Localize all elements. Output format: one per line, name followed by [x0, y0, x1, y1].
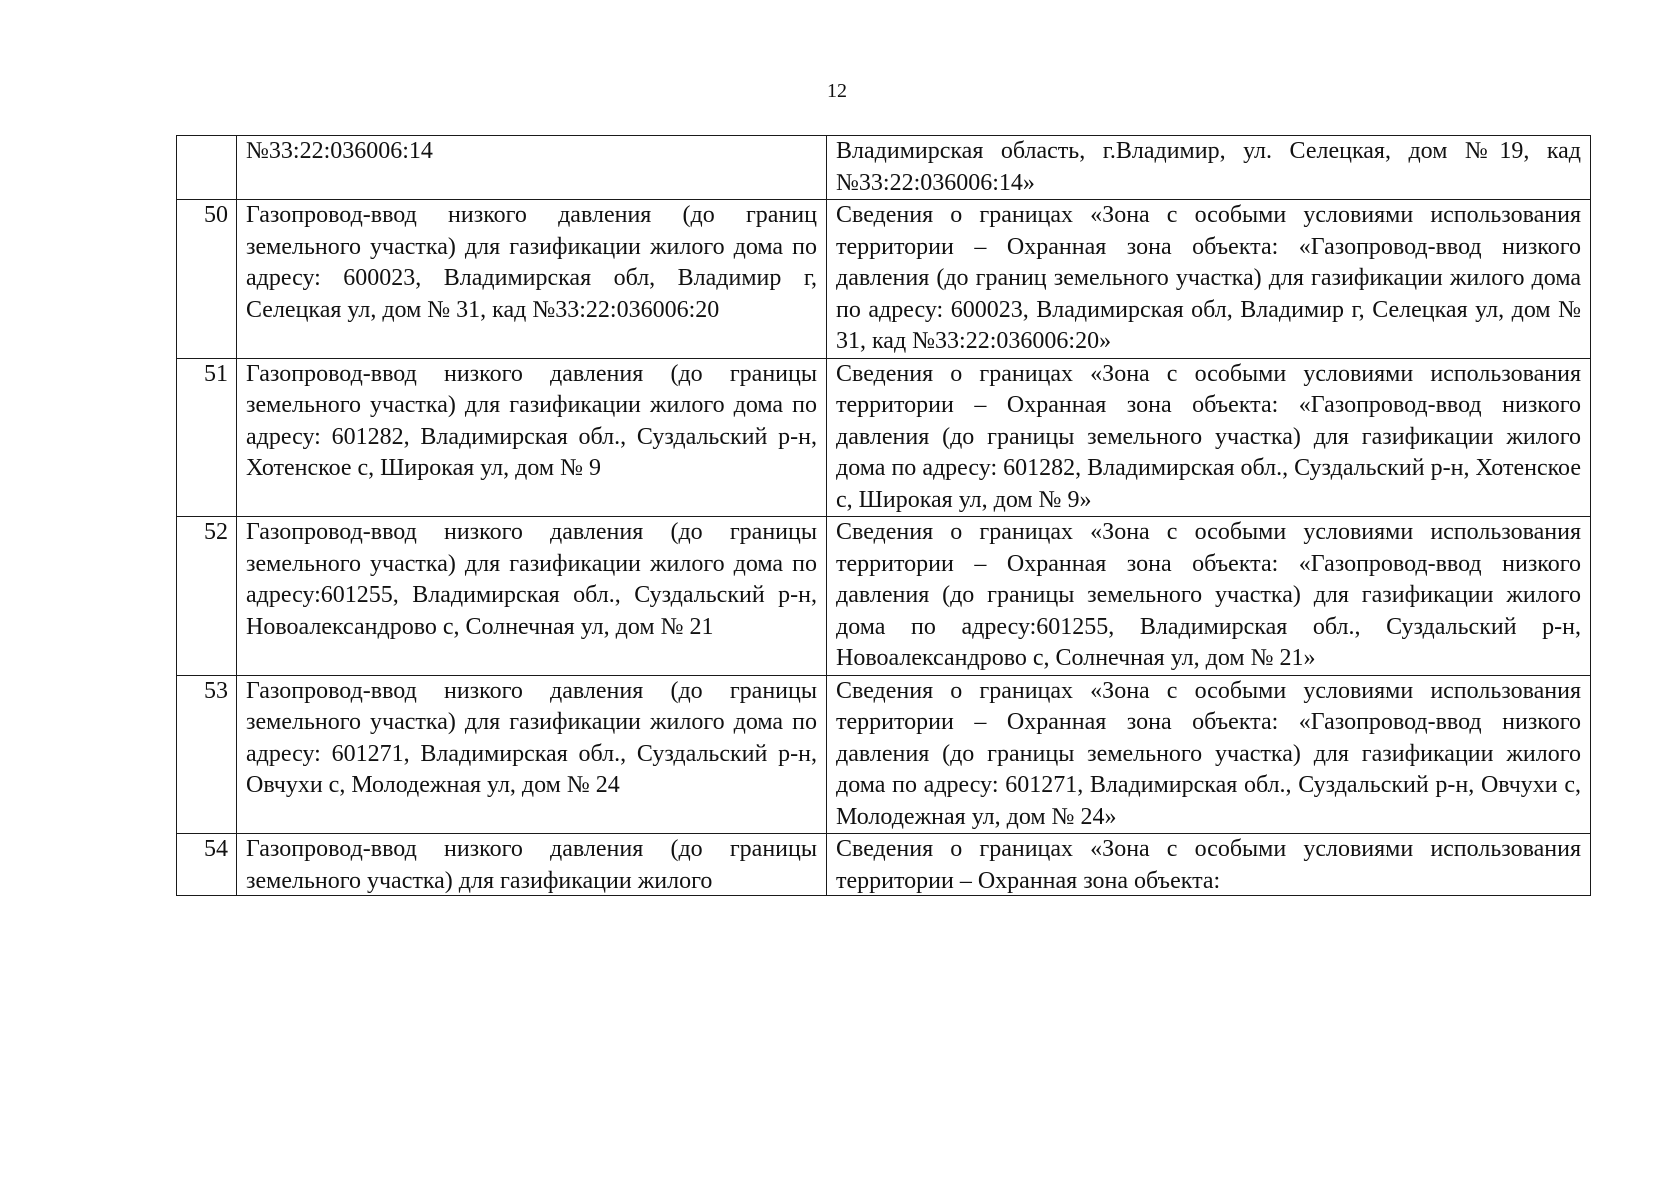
row-number-cell: 54	[177, 834, 237, 896]
zone-info-cell: Владимирская область, г.Владимир, ул. Селецкая, дом №19, кад №33:22:036006:14»	[827, 136, 1591, 200]
table-row	[177, 136, 1591, 200]
table-row	[177, 517, 1591, 676]
zone-info-cell: Сведения о границах «Зона с особыми условиями использования территории – Охранная зона объекта: «Газопровод-ввод низкого давления (до границы земельного участка) для газификации жилого дома по адресу: 601282, Владимирская обл., Суздальский р-н, Хотенское с, Широкая ул, дом № 9»	[827, 358, 1591, 517]
object-cell: №33:22:036006:14	[237, 136, 827, 200]
page-number: 12	[827, 80, 847, 102]
table-row	[177, 200, 1591, 359]
zone-info-cell	[827, 834, 1591, 896]
zone-info-cell: Сведения о границах «Зона с особыми условиями использования территории – Охранная зона объекта: «Газопровод-ввод низкого давления (до границ земельного участка) для газификации жилого дома по адресу: 600023, Владимирская обл, Владимир г, Селецкая ул, дом № 31, кад №33:22:036006:20»	[827, 200, 1591, 359]
object-cell: Газопровод-ввод низкого давления (до границы земельного участка) для газификации жилого дома по адресу: 601271, Владимирская обл., Суздальский р-н, Овчухи с, Молодежная ул, дом № 24	[237, 675, 827, 834]
object-cell: Газопровод-ввод низкого давления (до границы земельного участка) для газификации жилого дома по адресу:601255, Владимирская обл., Суздальский р-н, Новоалександрово с, Солнечная ул, дом № 21	[237, 517, 827, 676]
table-row	[177, 675, 1591, 834]
table-row	[177, 358, 1591, 517]
row-number-cell: 52	[177, 517, 237, 676]
zone-info-cell: Сведения о границах «Зона с особыми условиями использования территории – Охранная зона объекта: «Газопровод-ввод низкого давления (до границы земельного участка) для газификации жилого дома по адресу: 601271, Владимирская обл., Суздальский р-н, Овчухи с, Молодежная ул, дом № 24»	[827, 675, 1591, 834]
object-cell	[237, 834, 827, 896]
row-number-cell: 50	[177, 200, 237, 359]
zone-info-cell-text: Сведения о границах «Зона с особыми условиями использования территории – Охранная зона объекта:	[836, 836, 1581, 894]
row-number-cell: 51	[177, 358, 237, 517]
zones-table	[176, 135, 1591, 896]
row-number-cell	[177, 136, 237, 200]
table-row	[177, 834, 1591, 896]
object-cell-text: Газопровод-ввод низкого давления (до границы земельного участка) для газификации жилого	[246, 836, 817, 894]
row-number-cell: 53	[177, 675, 237, 834]
zone-info-cell: Сведения о границах «Зона с особыми условиями использования территории – Охранная зона объекта: «Газопровод-ввод низкого давления (до границы земельного участка) для газификации жилого дома по адресу:601255, Владимирская обл., Суздальский р-н, Новоалександрово с, Солнечная ул, дом № 21»	[827, 517, 1591, 676]
object-cell: Газопровод-ввод низкого давления (до границ земельного участка) для газификации жилого дома по адресу: 600023, Владимирская обл, Владимир г, Селецкая ул, дом № 31, кад №33:22:036006:20	[237, 200, 827, 359]
object-cell: Газопровод-ввод низкого давления (до границы земельного участка) для газификации жилого дома по адресу: 601282, Владимирская обл., Суздальский р-н, Хотенское с, Широкая ул, дом № 9	[237, 358, 827, 517]
